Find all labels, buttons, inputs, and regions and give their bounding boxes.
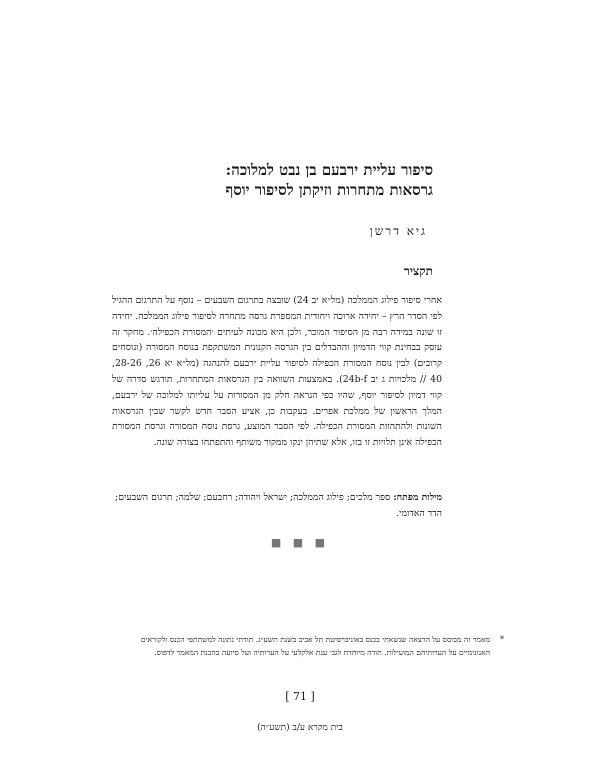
keywords [112,490,442,522]
author-name: גיא דרשן [369,224,427,238]
article-title [133,160,433,200]
journal-citation: בית מקרא ע/ב (תשע״ה) [257,723,343,733]
footnote-marker: * [500,635,504,644]
keywords-label: מילות מפתח: [393,492,442,503]
abstract-heading: תקציר [403,264,433,278]
footnote [112,633,504,659]
section-ornament: ■ ■ ■ [270,536,330,549]
footnote-text: מאמר זה מבוסס על הרצאה שנשאתי בכנס באוניברסיטת תל אביב בשנת תשע״ג. תודתי נתונה למשתתפי הכנס ולקוראים האנונימיים על הערותיהם המועילות. תודה מיוחדת לגב׳ ענת אלקלעי על הערותיה ועל סיועה בהכנת המאמר לדפוס. [140,635,490,658]
article-title-line-2: גרסאות מתחרות וזיקתן לסיפור יוסף [225,181,433,199]
article-title-line-1: סיפור עליית ירבעם בן נבט למלוכה: [225,161,433,179]
abstract-body: אחרי סיפור פילוג הממלכה (מל״א יב 24) שובצה בתרגום השבעים – נוסף על התרגום ההגיל לפי הסדר הרץ – יחידה ארוכה ויחודית המספרת גרסה מתחרה לסיפור פילוג הממלכה. יחידה זו שונה במידה רבה מן הסיפור המוכר, ולכן היא מכונה לעיתים ׳המסורת הכפילה׳. מחקר זה עוסק בבחינת קווי הדמיון וההבדלים בין הגרסה הקנונית המשתקפת בנוסח המסורה (ונוסחים קרובים) לבין נוסח המסורת הכפילה לסיפור עליית ירבעם להנהגה (מל״א יא 26, 28-26, 40 // מלכויות ג יב 24b-f). באמצעות השוואה בין הגרסאות המתחרות, תודגש סדרה של קווי דמיון לסיפור יוסף, שהיו כפי הנראה חלק מן המסורות על עלייתו למלוכה של ירבעם, המלך הראשון של ממלכת אפרים. בעקבות כן, אציע הסבר חדש לקשר שבין הגרסאות השונות ולהתהוות המסורת הכפילה. לפי הסבר המוצע, גרסת נוסח המסורה וגרסת המסורת הכפילה אינן תלויות זו בזו, אלא שתיהן ינקו ממקור משותף והתפתחו בצורה שונה. [112,295,443,449]
keywords-list: ספר מלכים; פילוג הממלכה; ישראל ויהודה; רחבעם; שלמה; תרגום השבעים; הדד האדומי. [115,492,442,519]
page-number: [ 71 ] [285,690,315,703]
